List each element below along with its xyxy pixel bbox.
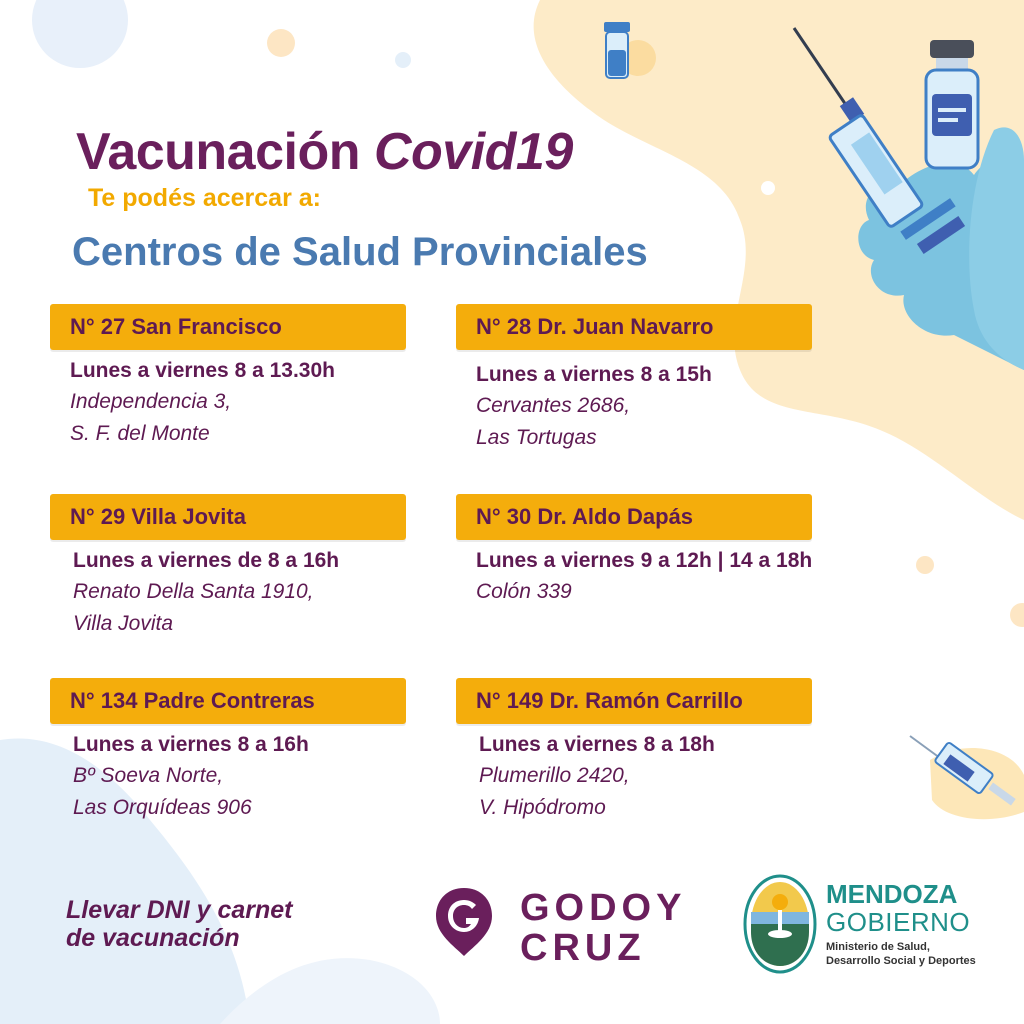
center-address-line1: Plumerillo 2420, [479,764,630,787]
center-label: N° 30 Dr. Aldo Dapás [456,494,812,540]
mendoza-ministry [826,940,976,968]
small-syringe-icon [906,730,1024,830]
center-hours: Lunes a viernes 9 a 12h | 14 a 18h [476,549,813,572]
center-hours: Lunes a viernes 8 a 15h [476,363,712,386]
center-address-line2: Villa Jovita [73,612,173,635]
center-card [50,494,450,640]
mendoza-ministry-line2: Desarrollo Social y Deportes [826,955,976,967]
center-address-line1: Cervantes 2686, [476,394,631,417]
center-card [456,678,856,824]
note-line1: Llevar DNI y carnet [66,896,293,924]
godoy-cruz-wordmark [520,888,686,968]
subtitle: Te podés acercar a: [88,184,321,212]
center-address-line2: Las Tortugas [476,426,597,449]
center-card [50,678,450,824]
godoy-cruz-line2: CRUZ [520,927,646,969]
center-label: N° 149 Dr. Ramón Carrillo [456,678,812,724]
center-address-line2: S. F. del Monte [70,422,210,445]
center-hours: Lunes a viernes 8 a 18h [479,733,715,756]
center-address-line1: Bº Soeva Norte, [73,764,224,787]
section-heading: Centros de Salud Provinciales [72,230,648,274]
center-address-line1: Colón 339 [476,580,572,603]
title-emphasis: Covid19 [373,123,573,181]
center-label: N° 28 Dr. Juan Navarro [456,304,812,350]
center-label: N° 134 Padre Contreras [50,678,406,724]
center-label: N° 29 Villa Jovita [50,494,406,540]
center-label: N° 27 San Francisco [50,304,406,350]
center-hours: Lunes a viernes de 8 a 16h [73,549,340,572]
center-hours: Lunes a viernes 8 a 16h [73,733,309,756]
vaccine-vial-icon [922,38,1002,178]
mendoza-seal-icon [742,872,818,976]
godoy-cruz-line1: GODOY [520,887,687,929]
title-main: Vacunación [76,123,360,181]
center-card [456,304,856,454]
vaccine-vial-icon [598,18,658,88]
mendoza-ministry-line1: Ministerio de Salud, [826,941,930,953]
center-address-line2: Las Orquídeas 906 [73,796,252,819]
center-hours: Lunes a viernes 8 a 13.30h [70,359,335,382]
center-address-line1: Independencia 3, [70,390,232,413]
center-address-line2: V. Hipódromo [479,796,606,819]
mendoza-gobierno: GOBIERNO [826,907,971,937]
mendoza-name: MENDOZA [826,879,958,909]
requirements-note [66,896,293,952]
page-title [76,122,573,182]
center-card [456,494,876,608]
center-address-line1: Renato Della Santa 1910, [73,580,314,603]
center-card [50,304,450,450]
note-line2: de vacunación [66,924,240,952]
godoy-cruz-logo-icon [432,884,496,960]
